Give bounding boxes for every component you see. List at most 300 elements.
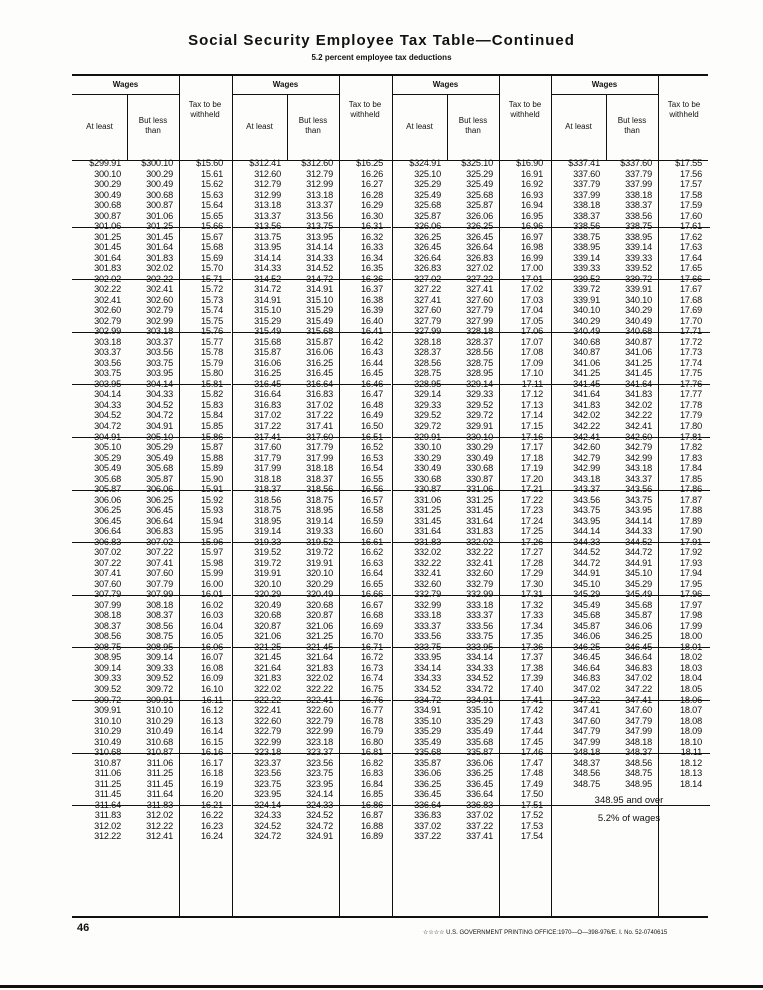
- cell-at-least: 343.37: [573, 484, 600, 495]
- cell-at-least: 330.49: [414, 463, 441, 473]
- cell-but-less-than: 320.29: [306, 578, 333, 589]
- cell-but-less-than: 312.22: [146, 820, 173, 831]
- cell-but-less-than: 342.02: [625, 399, 652, 410]
- cell-but-less-than: 340.29: [625, 305, 652, 316]
- cell-but-less-than: 308.56: [146, 620, 173, 631]
- cell-tax: 16.81: [361, 747, 383, 758]
- cell-tax: 15.77: [201, 336, 223, 347]
- cell-at-least: 310.49: [94, 736, 121, 747]
- cell-tax: 16.43: [361, 347, 383, 358]
- cell-tax: 15.73: [201, 294, 223, 305]
- cell-at-least: 303.56: [94, 357, 121, 368]
- cell-tax: 17.91: [680, 536, 702, 547]
- cell-but-less-than: 307.99: [146, 589, 173, 600]
- cell-at-least: 322.22: [254, 694, 281, 705]
- group-divider: [232, 76, 233, 916]
- cell-tax: 15.88: [201, 452, 223, 463]
- cell-tax: 15.80: [201, 368, 223, 379]
- cell-but-less-than: 308.95: [146, 641, 173, 652]
- cell-tax: 17.21: [521, 484, 543, 495]
- cell-tax: 17.98: [680, 610, 702, 621]
- cell-at-least: 320.49: [254, 599, 281, 610]
- cell-at-least: 332.99: [414, 599, 441, 610]
- cell-at-least: $299.91: [89, 158, 121, 168]
- cell-but-less-than: 343.56: [625, 484, 652, 495]
- cell-at-least: 327.99: [414, 326, 441, 337]
- but-less-than-header: But less than: [298, 116, 328, 135]
- cell-tax: 15.67: [201, 231, 223, 242]
- cell-at-least: 320.10: [254, 578, 281, 589]
- wages-header: Wages: [591, 80, 618, 89]
- cell-at-least: 331.83: [414, 536, 441, 547]
- cell-tax: 18.06: [680, 694, 702, 705]
- cell-at-least: 309.72: [94, 694, 121, 705]
- cell-tax: 15.92: [201, 494, 223, 505]
- cell-but-less-than: 316.45: [306, 368, 333, 379]
- cell-but-less-than: 344.91: [625, 557, 652, 568]
- cell-but-less-than: 317.22: [306, 410, 333, 421]
- cell-at-least: 323.95: [254, 789, 281, 800]
- cell-at-least: 310.87: [94, 757, 121, 768]
- cell-tax: 15.93: [201, 505, 223, 516]
- cell-at-least: 311.25: [94, 778, 121, 789]
- cell-but-less-than: 334.72: [466, 684, 493, 694]
- cell-tax: 15.90: [201, 473, 223, 484]
- cell-tax: 16.49: [361, 410, 383, 421]
- cell-but-less-than: 332.22: [466, 547, 493, 558]
- cell-at-least: 317.60: [254, 442, 281, 452]
- cell-at-least: 341.06: [573, 357, 600, 368]
- cell-at-least: 341.25: [573, 368, 600, 379]
- cell-tax: 16.91: [521, 168, 543, 179]
- cell-at-least: 335.68: [414, 747, 441, 758]
- cell-at-least: 344.33: [573, 536, 600, 547]
- cell-but-less-than: 318.18: [306, 463, 333, 473]
- cell-tax: 15.62: [201, 179, 223, 189]
- cell-tax: 17.16: [521, 431, 543, 442]
- cell-at-least: 326.06: [414, 221, 441, 232]
- cell-but-less-than: 347.41: [625, 694, 652, 705]
- cell-but-less-than: 333.18: [466, 599, 493, 610]
- cell-but-less-than: 301.06: [146, 210, 173, 221]
- cell-but-less-than: 307.60: [146, 568, 173, 579]
- cell-at-least: 317.79: [254, 452, 281, 463]
- cell-but-less-than: 313.56: [306, 210, 333, 221]
- cell-at-least: 326.83: [414, 263, 441, 274]
- cell-tax: 17.85: [680, 473, 702, 484]
- cell-tax: $16.90: [516, 158, 543, 168]
- cell-at-least: 314.33: [254, 263, 281, 274]
- cell-tax: 17.63: [680, 242, 702, 253]
- cell-at-least: 337.99: [573, 189, 600, 200]
- cell-but-less-than: 346.64: [625, 652, 652, 663]
- cell-but-less-than: 308.75: [146, 631, 173, 642]
- cell-at-least: 305.10: [94, 442, 121, 452]
- cell-at-least: 306.64: [94, 526, 121, 537]
- cell-at-least: 317.02: [254, 410, 281, 421]
- cell-tax: 16.87: [361, 810, 383, 821]
- cell-but-less-than: 339.14: [625, 242, 652, 253]
- cell-but-less-than: 338.75: [625, 221, 652, 232]
- cell-at-least: 333.37: [414, 620, 441, 631]
- cell-tax: 17.18: [521, 452, 543, 463]
- cell-but-less-than: 325.68: [466, 189, 493, 200]
- cell-but-less-than: 303.37: [146, 336, 173, 347]
- cell-tax: 15.76: [201, 326, 223, 337]
- cell-at-least: 329.52: [414, 410, 441, 421]
- cell-tax: 17.92: [680, 547, 702, 558]
- cell-tax: 17.34: [521, 620, 543, 631]
- cell-at-least: 327.22: [414, 284, 441, 295]
- cell-tax: 17.99: [680, 620, 702, 631]
- cell-at-least: 334.14: [414, 662, 441, 673]
- cell-tax: 16.65: [361, 578, 383, 589]
- cell-tax: 16.64: [361, 568, 383, 579]
- cell-at-least: 308.37: [94, 620, 121, 631]
- cell-at-least: 332.60: [414, 578, 441, 589]
- but-less-than-header: But less than: [617, 116, 647, 135]
- cell-tax: 16.73: [361, 662, 383, 673]
- cell-but-less-than: 347.22: [625, 684, 652, 694]
- cell-at-least: 337.60: [573, 168, 600, 179]
- cell-but-less-than: 338.18: [625, 189, 652, 200]
- cell-tax: 18.08: [680, 715, 702, 726]
- cell-but-less-than: 335.87: [466, 747, 493, 758]
- cell-but-less-than: 321.83: [306, 662, 333, 673]
- cell-at-least: 301.06: [94, 221, 121, 232]
- cell-but-less-than: 320.10: [306, 568, 333, 579]
- cell-but-less-than: 316.25: [306, 357, 333, 368]
- cell-tax: 17.12: [521, 389, 543, 400]
- cell-tax: 17.14: [521, 410, 543, 421]
- cell-at-least: 315.68: [254, 336, 281, 347]
- cell-tax: 17.19: [521, 463, 543, 473]
- page-subtitle: 5.2 percent employee tax deductions: [311, 53, 452, 62]
- cell-tax: 16.41: [361, 326, 383, 337]
- cell-tax: 17.03: [521, 294, 543, 305]
- cell-tax: 18.03: [680, 662, 702, 673]
- cell-at-least: 311.64: [94, 799, 121, 810]
- cell-but-less-than: 325.29: [466, 168, 493, 179]
- cell-tax: 17.56: [680, 168, 702, 179]
- cell-at-least: 347.79: [573, 726, 600, 736]
- cell-but-less-than: 318.56: [306, 484, 333, 495]
- cell-but-less-than: 337.22: [466, 820, 493, 831]
- cell-but-less-than: 346.45: [625, 641, 652, 652]
- cell-tax: 18.14: [680, 778, 702, 789]
- cell-tax: 18.13: [680, 768, 702, 779]
- cell-but-less-than: 304.91: [146, 421, 173, 431]
- cell-but-less-than: 321.64: [306, 652, 333, 663]
- wages-header: Wages: [112, 80, 139, 89]
- cell-tax: 16.59: [361, 515, 383, 526]
- cell-at-least: 331.64: [414, 526, 441, 537]
- cell-tax: 18.04: [680, 673, 702, 684]
- cell-tax: 17.43: [521, 715, 543, 726]
- cell-but-less-than: 336.64: [466, 789, 493, 800]
- cell-but-less-than: 332.02: [466, 536, 493, 547]
- cell-but-less-than: 314.33: [306, 252, 333, 263]
- cell-but-less-than: 339.52: [625, 263, 652, 274]
- bottom-rule: [0, 985, 763, 988]
- cell-but-less-than: 342.22: [625, 410, 652, 421]
- cell-tax: 16.42: [361, 336, 383, 347]
- cell-at-least: 347.41: [573, 705, 600, 715]
- cell-at-least: 336.25: [414, 778, 441, 789]
- cell-at-least: 332.02: [414, 547, 441, 558]
- cell-tax: 16.26: [361, 168, 383, 179]
- cell-tax: 15.86: [201, 431, 223, 442]
- cell-tax: 16.77: [361, 705, 383, 715]
- cell-at-least: 311.45: [94, 789, 121, 800]
- cell-but-less-than: 348.37: [625, 747, 652, 758]
- cell-but-less-than: 335.49: [466, 726, 493, 736]
- cell-at-least: 333.95: [414, 652, 441, 663]
- cell-but-less-than: 334.91: [466, 694, 493, 705]
- cell-but-less-than: 312.02: [146, 810, 173, 821]
- cell-tax: 17.09: [521, 357, 543, 368]
- cell-at-least: 318.95: [254, 515, 281, 526]
- cell-at-least: 325.29: [414, 179, 441, 189]
- cell-at-least: 328.75: [414, 368, 441, 379]
- cell-at-least: 319.33: [254, 536, 281, 547]
- cell-tax: 16.18: [201, 768, 223, 779]
- cell-but-less-than: 306.64: [146, 515, 173, 526]
- cell-tax: 17.58: [680, 189, 702, 200]
- cell-at-least: 325.49: [414, 189, 441, 200]
- cell-at-least: 331.25: [414, 505, 441, 516]
- cell-tax: 16.98: [521, 242, 543, 253]
- cell-but-less-than: 341.25: [625, 357, 652, 368]
- cell-but-less-than: 302.79: [146, 305, 173, 316]
- cell-tax: 16.68: [361, 610, 383, 621]
- at-least-header: At least: [246, 122, 273, 131]
- wages-header-rule: [72, 94, 179, 95]
- cell-at-least: 300.68: [94, 200, 121, 210]
- cell-at-least: 326.64: [414, 252, 441, 263]
- cell-but-less-than: 305.87: [146, 473, 173, 484]
- cell-tax: 16.88: [361, 820, 383, 831]
- cell-tax: 16.17: [201, 757, 223, 768]
- cell-tax: 16.39: [361, 305, 383, 316]
- cell-but-less-than: 312.79: [306, 168, 333, 179]
- cell-but-less-than: 341.06: [625, 347, 652, 358]
- cell-tax: 16.45: [361, 368, 383, 379]
- cell-tax: 15.83: [201, 399, 223, 410]
- cell-tax: 16.56: [361, 484, 383, 495]
- cell-at-least: $324.91: [409, 158, 441, 168]
- column-divider: [339, 76, 340, 916]
- cell-but-less-than: 322.22: [306, 684, 333, 694]
- cell-but-less-than: 338.56: [625, 210, 652, 221]
- cell-but-less-than: 347.02: [625, 673, 652, 684]
- cell-but-less-than: 339.72: [625, 273, 652, 284]
- cell-at-least: 303.37: [94, 347, 121, 358]
- cell-tax: $15.60: [196, 158, 223, 168]
- cell-but-less-than: 310.10: [146, 705, 173, 715]
- cell-but-less-than: 323.95: [306, 778, 333, 789]
- cell-at-least: 307.99: [94, 599, 121, 610]
- cell-at-least: 342.02: [573, 410, 600, 421]
- cell-but-less-than: 317.60: [306, 431, 333, 442]
- cell-tax: 17.37: [521, 652, 543, 663]
- cell-at-least: 316.83: [254, 399, 281, 410]
- cell-but-less-than: 301.83: [146, 252, 173, 263]
- cell-but-less-than: 340.10: [625, 294, 652, 305]
- cell-at-least: 304.14: [94, 389, 121, 400]
- cell-but-less-than: 343.37: [625, 473, 652, 484]
- cell-tax: 17.46: [521, 747, 543, 758]
- cell-but-less-than: 329.72: [466, 410, 493, 421]
- group-divider: [551, 76, 552, 916]
- column-divider: [179, 76, 180, 916]
- cell-at-least: 334.33: [414, 673, 441, 684]
- cell-tax: 16.12: [201, 705, 223, 715]
- cell-but-less-than: 302.99: [146, 315, 173, 326]
- cell-at-least: 312.99: [254, 189, 281, 200]
- cell-tax: 17.74: [680, 357, 702, 368]
- cell-but-less-than: 337.99: [625, 179, 652, 189]
- cell-at-least: 300.87: [94, 210, 121, 221]
- cell-tax: 15.65: [201, 210, 223, 221]
- cell-tax: 17.08: [521, 347, 543, 358]
- cell-but-less-than: 319.52: [306, 536, 333, 547]
- cell-at-least: 302.99: [94, 326, 121, 337]
- cell-tax: 16.14: [201, 726, 223, 736]
- cell-tax: 17.00: [521, 263, 543, 274]
- tax-withheld-header: Tax to be withheld: [188, 100, 222, 119]
- cell-at-least: 305.49: [94, 463, 121, 473]
- cell-tax: 16.29: [361, 200, 383, 210]
- cell-but-less-than: 311.25: [146, 768, 173, 779]
- cell-at-least: 308.95: [94, 652, 121, 663]
- footnote-line-2: 5.2% of wages: [597, 813, 661, 825]
- cell-tax: 15.97: [201, 547, 223, 558]
- cell-tax: 16.44: [361, 357, 383, 368]
- cell-at-least: 303.95: [94, 378, 121, 389]
- cell-tax: 17.02: [521, 284, 543, 295]
- cell-tax: 15.98: [201, 557, 223, 568]
- cell-tax: 16.95: [521, 210, 543, 221]
- cell-at-least: 322.60: [254, 715, 281, 726]
- cell-tax: 17.25: [521, 526, 543, 537]
- cell-tax: 17.10: [521, 368, 543, 379]
- cell-but-less-than: 340.87: [625, 336, 652, 347]
- cell-tax: 15.64: [201, 200, 223, 210]
- cell-but-less-than: 324.14: [306, 789, 333, 800]
- cell-but-less-than: 331.64: [466, 515, 493, 526]
- cell-but-less-than: 332.60: [466, 568, 493, 579]
- cell-but-less-than: 313.95: [306, 231, 333, 242]
- column-divider: [127, 94, 128, 160]
- cell-tax: 16.30: [361, 210, 383, 221]
- cell-at-least: 306.06: [94, 494, 121, 505]
- cell-tax: 17.29: [521, 568, 543, 579]
- cell-at-least: 316.64: [254, 389, 281, 400]
- cell-but-less-than: 316.64: [306, 378, 333, 389]
- cell-tax: 16.86: [361, 799, 383, 810]
- cell-tax: 15.95: [201, 526, 223, 537]
- cell-but-less-than: 309.33: [146, 662, 173, 673]
- cell-at-least: 318.56: [254, 494, 281, 505]
- cell-tax: 17.87: [680, 494, 702, 505]
- cell-tax: 17.52: [521, 810, 543, 821]
- cell-but-less-than: 327.41: [466, 284, 493, 295]
- cell-but-less-than: 332.41: [466, 557, 493, 568]
- cell-tax: 16.22: [201, 810, 223, 821]
- cell-tax: 17.68: [680, 294, 702, 305]
- cell-tax: 16.09: [201, 673, 223, 684]
- cell-tax: 15.69: [201, 252, 223, 263]
- cell-tax: 15.74: [201, 305, 223, 316]
- cell-tax: 17.53: [521, 820, 543, 831]
- cell-tax: 16.97: [521, 231, 543, 242]
- cell-at-least: 320.87: [254, 620, 281, 631]
- cell-but-less-than: 334.52: [466, 673, 493, 684]
- cell-at-least: 324.14: [254, 799, 281, 810]
- cell-at-least: 331.06: [414, 494, 441, 505]
- cell-but-less-than: 313.18: [306, 189, 333, 200]
- cell-tax: $16.25: [356, 158, 383, 168]
- cell-at-least: 311.83: [94, 810, 121, 821]
- cell-but-less-than: 348.56: [625, 757, 652, 768]
- cell-at-least: 324.33: [254, 810, 281, 821]
- cell-at-least: 302.02: [94, 273, 121, 284]
- cell-tax: 16.20: [201, 789, 223, 800]
- cell-at-least: 305.29: [94, 452, 121, 463]
- cell-tax: 16.40: [361, 315, 383, 326]
- cell-at-least: 322.02: [254, 684, 281, 694]
- cell-tax: 17.32: [521, 599, 543, 610]
- cell-at-least: $312.41: [249, 158, 281, 168]
- cell-but-less-than: 330.10: [466, 431, 493, 442]
- cell-but-less-than: 323.18: [306, 736, 333, 747]
- cell-but-less-than: 332.79: [466, 578, 493, 589]
- cell-at-least: 319.91: [254, 568, 281, 579]
- cell-but-less-than: 307.41: [146, 557, 173, 568]
- cell-at-least: 306.45: [94, 515, 121, 526]
- cell-tax: 17.26: [521, 536, 543, 547]
- cell-at-least: 336.06: [414, 768, 441, 779]
- cell-but-less-than: 317.79: [306, 442, 333, 452]
- cell-at-least: 333.56: [414, 631, 441, 642]
- cell-at-least: 347.99: [573, 736, 600, 747]
- cell-tax: 16.38: [361, 294, 383, 305]
- cell-tax: 17.49: [521, 778, 543, 789]
- cell-at-least: 316.06: [254, 357, 281, 368]
- column-divider: [658, 76, 659, 916]
- cell-but-less-than: 343.75: [625, 494, 652, 505]
- cell-at-least: 319.14: [254, 526, 281, 537]
- cell-at-least: 340.68: [573, 336, 600, 347]
- cell-tax: 17.70: [680, 315, 702, 326]
- cell-tax: 16.63: [361, 557, 383, 568]
- cell-at-least: 334.91: [414, 705, 441, 715]
- tax-withheld-header: Tax to be withheld: [667, 100, 701, 119]
- cell-but-less-than: 326.83: [466, 252, 493, 263]
- cell-but-less-than: 320.49: [306, 589, 333, 600]
- cell-tax: 17.71: [680, 326, 702, 337]
- cell-but-less-than: 337.02: [466, 810, 493, 821]
- cell-tax: 17.24: [521, 515, 543, 526]
- cell-but-less-than: $312.60: [301, 158, 333, 168]
- cell-but-less-than: 308.18: [146, 599, 173, 610]
- cell-at-least: 345.49: [573, 599, 600, 610]
- cell-tax: 16.67: [361, 599, 383, 610]
- cell-tax: 17.13: [521, 399, 543, 410]
- cell-tax: 17.72: [680, 336, 702, 347]
- cell-at-least: 341.64: [573, 389, 600, 400]
